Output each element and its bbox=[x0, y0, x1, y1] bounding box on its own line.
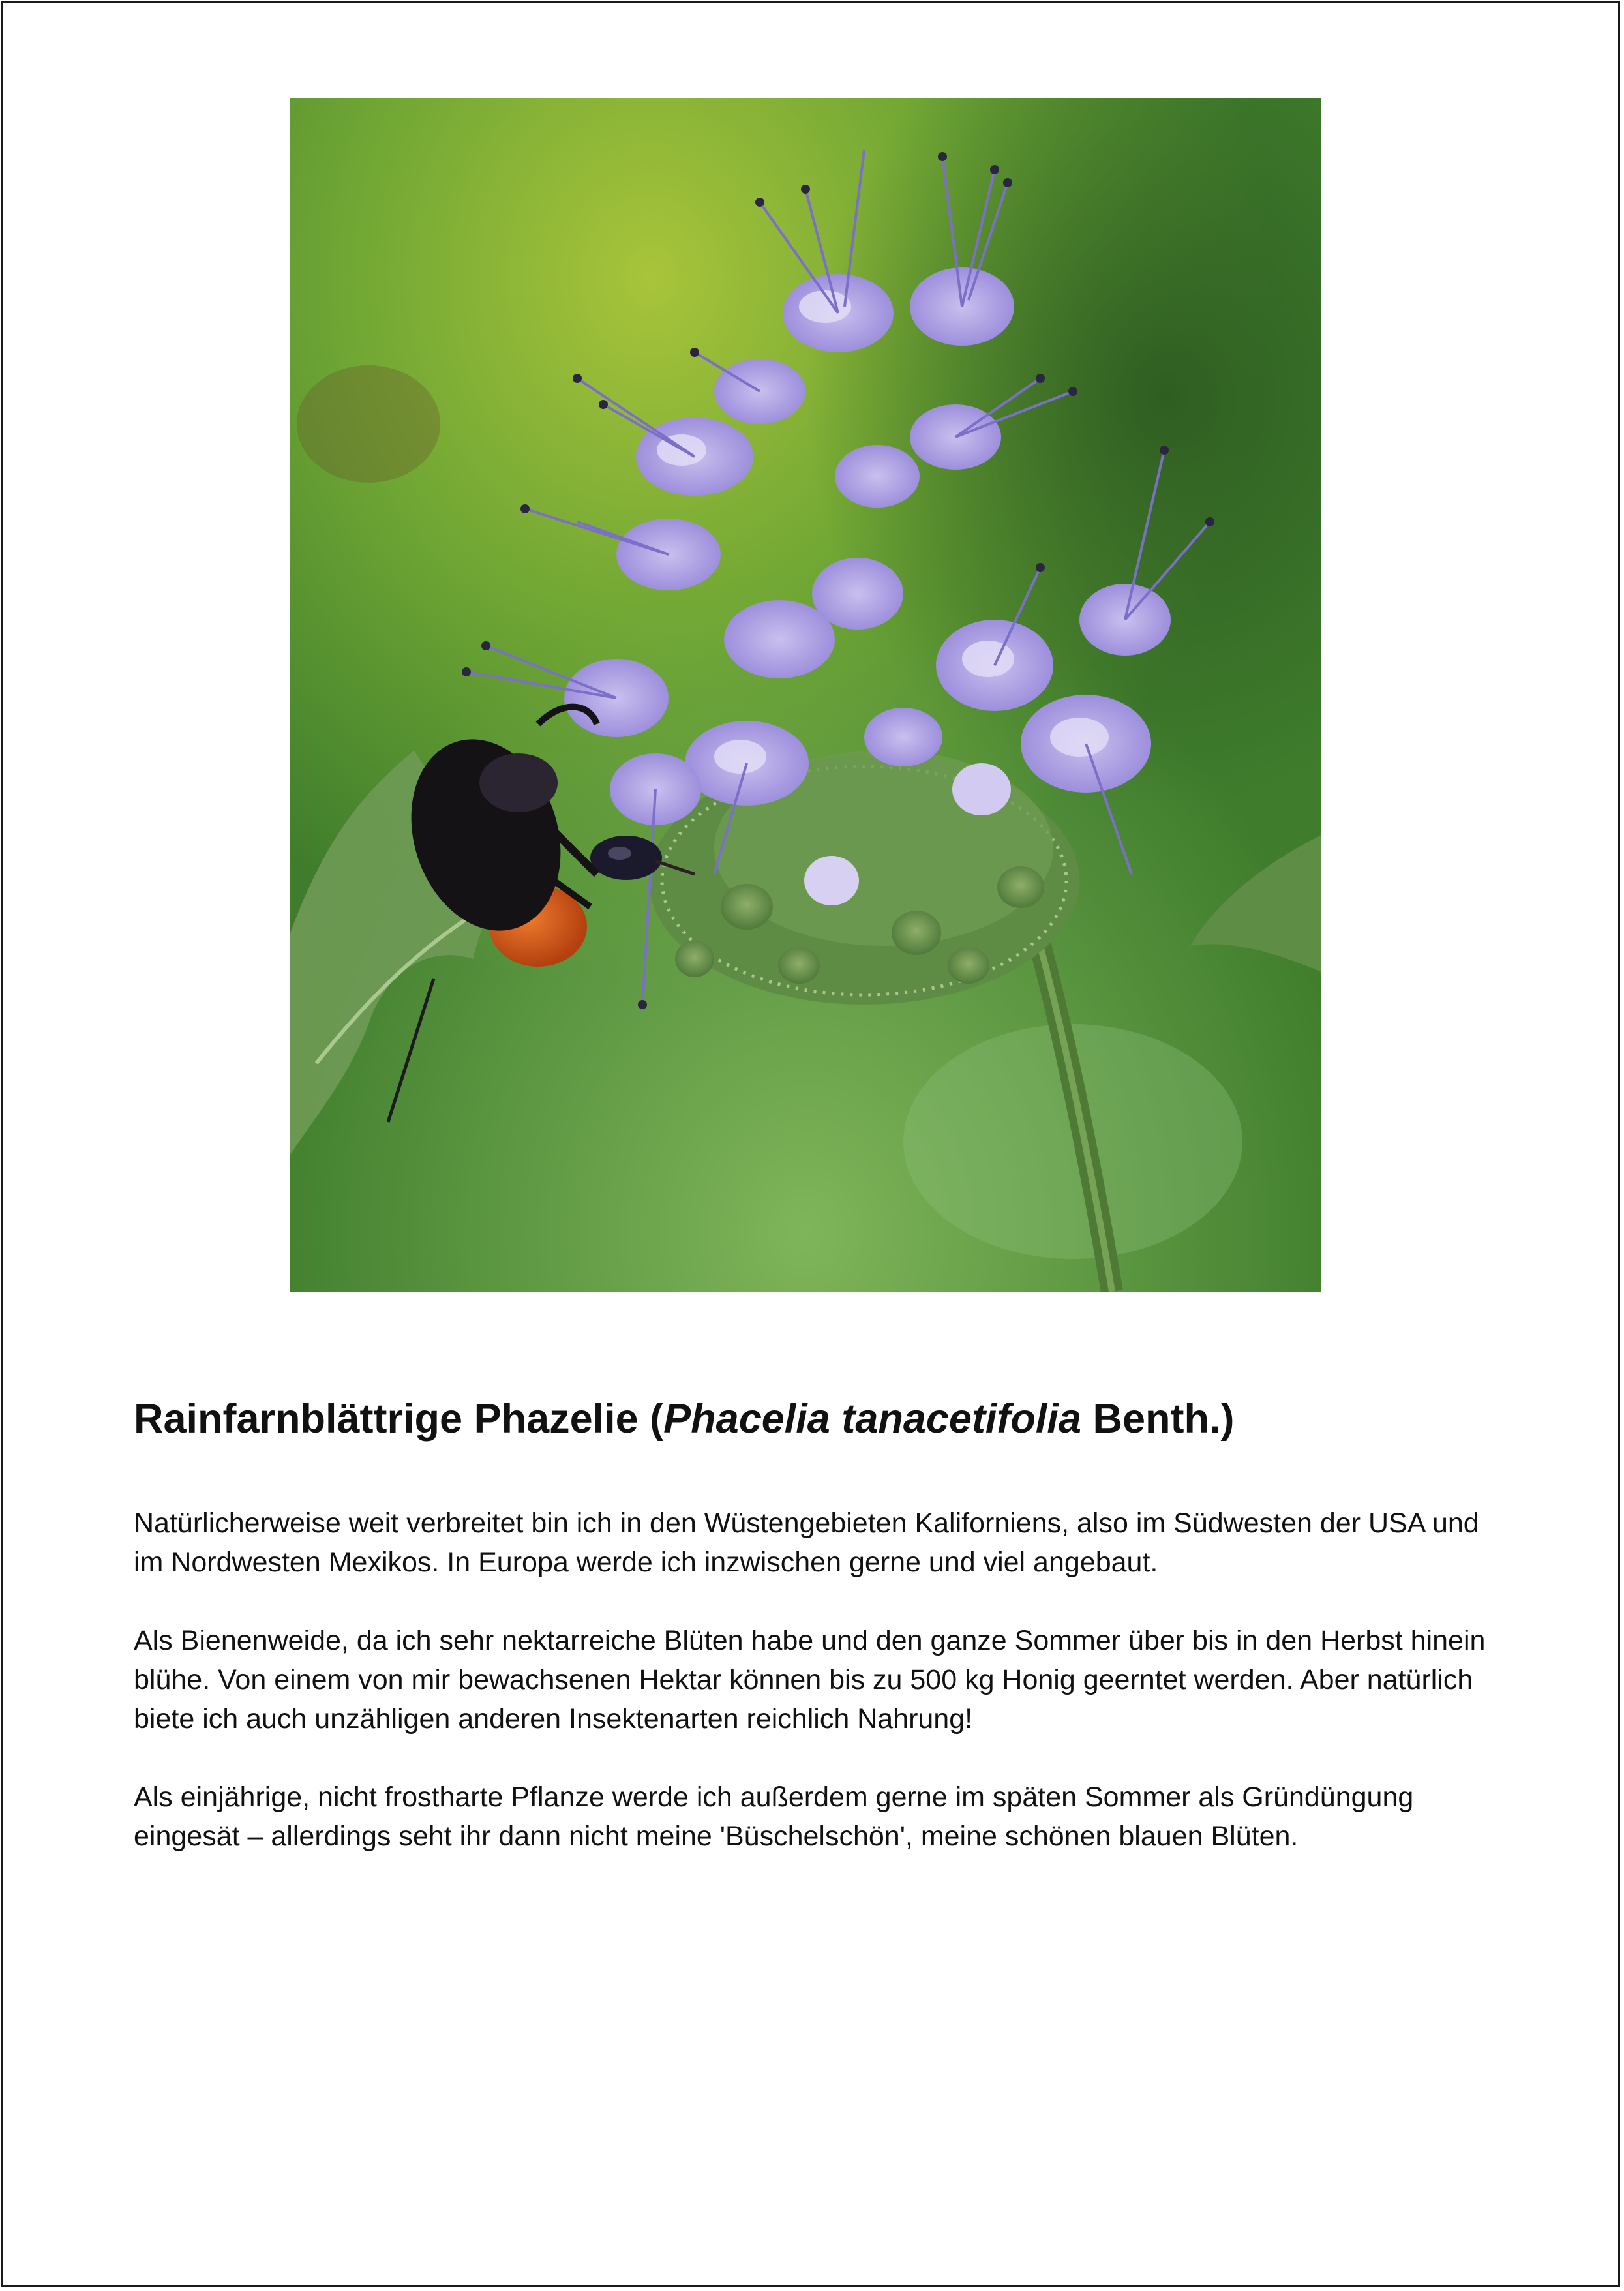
title-common-name: Rainfarnblättrige Phazelie ( bbox=[134, 1396, 664, 1442]
paragraph-distribution: Natürlicherweise weit verbreitet bin ich in den Wüstengebieten Kaliforniens, also im Südwesten der USA und im Nordwesten Mexikos. In Europa werde ich inzwischen gerne und viel angebaut. bbox=[134, 1508, 1479, 1578]
paragraph-bee-pasture: Als Bienenweide, da ich sehr nektarreiche Blüten habe und den ganze Sommer über bis in den Herbst hinein blühe. Von einem von mir bewachsenen Hektar können bis zu 500 kg Honig geerntet werden. Aber natürlich biete ich auch unzähligen anderen Insektenarten reichlich Nahrung! bbox=[134, 1625, 1486, 1735]
body-text bbox=[134, 1504, 1490, 1895]
title-scientific-name: Phacelia tanacetifolia bbox=[663, 1396, 1081, 1442]
title-author: Benth.) bbox=[1081, 1396, 1235, 1442]
page-title bbox=[134, 1395, 1490, 1444]
phacelia-bee-photo bbox=[290, 98, 1321, 1292]
paragraph-green-manure: Als einjährige, nicht frostharte Pflanze werde ich außerdem gerne im späten Sommer als Gründüngung eingesät – allerdings seht ihr dann nicht meine 'Büschelschön', meine schönen blauen Blüten. bbox=[134, 1782, 1414, 1852]
flower-bud bbox=[804, 856, 859, 905]
